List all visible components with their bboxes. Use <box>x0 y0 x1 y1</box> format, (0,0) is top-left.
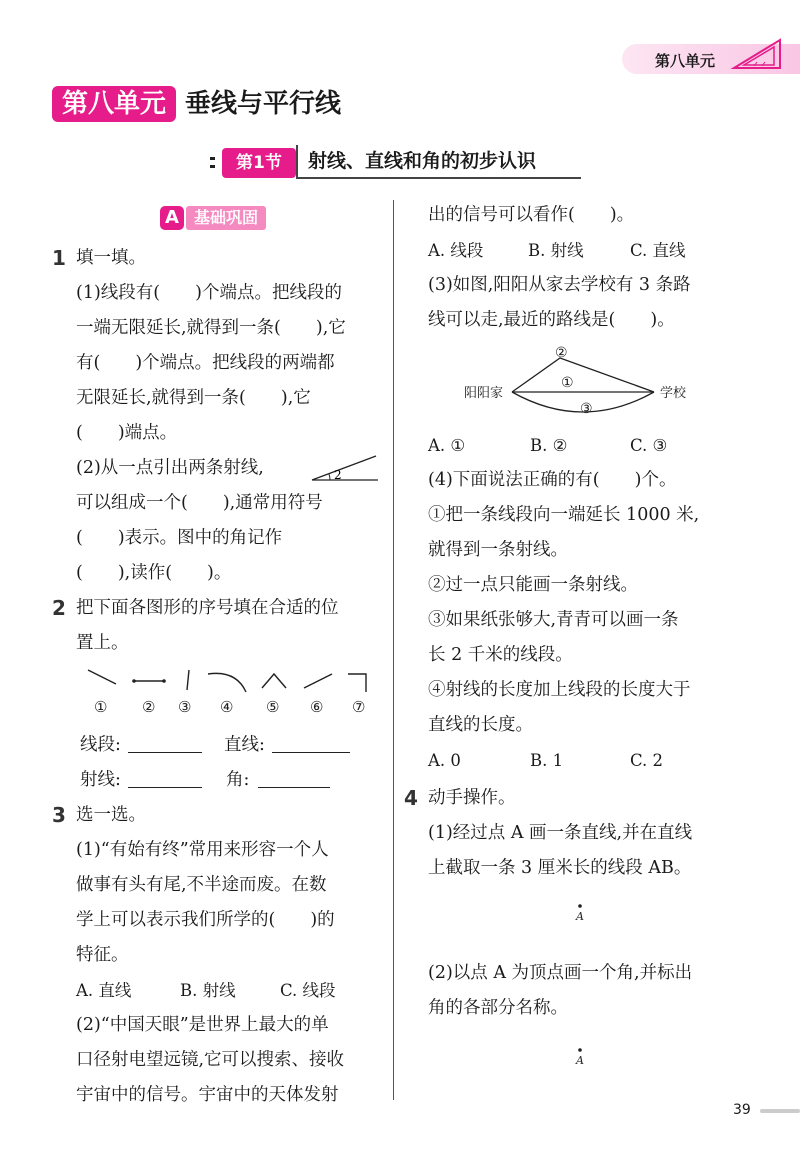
question-number: 2 <box>52 596 66 620</box>
figure-label: ④ <box>220 698 234 716</box>
route-school: 学校 <box>660 386 687 401</box>
question-text: 无限延长,就得到一条( ),它 <box>76 388 311 408</box>
question-text: 就得到一条射线。 <box>428 540 568 560</box>
answer-blank[interactable] <box>258 787 330 788</box>
question-text: ( )端点。 <box>76 423 178 443</box>
question-text: ③如果纸张够大,青青可以画一条 <box>428 610 679 630</box>
column-divider <box>393 200 394 1100</box>
question-text: 出的信号可以看作( )。 <box>428 205 635 225</box>
question-text: 口径射电望远镜,它可以搜索、接收 <box>76 1050 345 1070</box>
option[interactable]: C. 直线 <box>630 241 686 260</box>
question-text: 一端无限延长,就得到一条( ),它 <box>76 318 346 338</box>
triangle-ruler-icon <box>730 38 782 70</box>
blank-label: 角: <box>226 770 250 790</box>
question-text: ④射线的长度加上线段的长度大于 <box>428 680 691 700</box>
section-title: 射线、直线和角的初步认识 <box>296 145 581 179</box>
question-text: (1)“有始有终”常用来形容一个人 <box>76 840 329 860</box>
option[interactable]: A. ① <box>428 436 466 455</box>
question-text: 把下面各图形的序号填在合适的位 <box>76 598 339 618</box>
question-number: 3 <box>52 803 66 827</box>
figure-label: ① <box>94 698 108 716</box>
route-label: ③ <box>580 401 593 417</box>
route-figure <box>460 340 710 420</box>
part-a-letter: A <box>160 206 184 230</box>
question-text: (1)经过点 A 画一条直线,并在直线 <box>428 823 693 843</box>
figure-label: ③ <box>178 698 192 716</box>
option[interactable]: C. ③ <box>630 436 668 455</box>
point-label: A <box>576 910 584 923</box>
point-label: A <box>576 1054 584 1067</box>
question-text: ①把一条线段向一端延长 1000 米, <box>428 505 700 525</box>
question-text: (2)“中国天眼”是世界上最大的单 <box>76 1015 329 1035</box>
point-a-figure <box>572 1046 592 1068</box>
question-text: (2)从一点引出两条射线, <box>76 458 264 478</box>
section-marks <box>210 151 222 175</box>
question-text: 动手操作。 <box>428 788 516 808</box>
question-text: 上截取一条 3 厘米长的线段 AB。 <box>428 858 692 878</box>
unit-badge: 第八单元 <box>52 86 176 122</box>
question-text: 宇宙中的信号。宇宙中的天体发射 <box>76 1085 339 1105</box>
option[interactable]: B. 1 <box>530 751 564 770</box>
question-text: ( ),读作( )。 <box>76 563 232 583</box>
part-a-label: 基础巩固 <box>186 206 266 230</box>
unit-title: 垂线与平行线 <box>185 89 342 119</box>
question-number: 1 <box>52 246 66 270</box>
unit-tab-label: 第八单元 <box>655 52 716 70</box>
blank-label: 射线: <box>80 770 121 790</box>
blank-label: 直线: <box>224 735 265 755</box>
question-text: 角的各部分名称。 <box>428 998 568 1018</box>
question-text: 有( )个端点。把线段的两端都 <box>76 353 335 373</box>
question-text: 直线的长度。 <box>428 715 533 735</box>
option[interactable]: A. 直线 <box>76 981 132 1000</box>
section-badge: 第1节 <box>222 148 296 178</box>
question-text: (2)以点 A 为顶点画一个角,并标出 <box>428 963 693 983</box>
question-text: ( )表示。图中的角记作 <box>76 528 283 548</box>
angle-figure <box>300 452 382 486</box>
route-label: ② <box>555 345 568 361</box>
shapes-figure <box>76 664 386 724</box>
question-text: 特征。 <box>76 945 129 965</box>
question-text: 选一选。 <box>76 805 146 825</box>
question-number: 4 <box>404 786 418 810</box>
figure-label: ⑦ <box>352 698 366 716</box>
question-text: 长 2 千米的线段。 <box>428 645 573 665</box>
figure-label: ⑥ <box>310 698 324 716</box>
page-number: 39 <box>733 1102 751 1118</box>
figure-label: ② <box>142 698 156 716</box>
question-text: 线可以走,最近的路线是( )。 <box>428 310 675 330</box>
option[interactable]: C. 线段 <box>280 981 336 1000</box>
question-text: (4)下面说法正确的有( )个。 <box>428 470 677 490</box>
question-text: (1)线段有( )个端点。把线段的 <box>76 283 342 303</box>
answer-blank[interactable] <box>128 752 202 753</box>
question-text: (3)如图,阳阳从家去学校有 3 条路 <box>428 275 691 295</box>
blank-label: 线段: <box>80 735 121 755</box>
question-text: 填一填。 <box>76 248 146 268</box>
option[interactable]: C. 2 <box>630 751 664 770</box>
option[interactable]: B. ② <box>530 436 568 455</box>
page-bar <box>760 1109 800 1113</box>
question-text: 做事有头有尾,不半途而废。在数 <box>76 875 327 895</box>
route-home: 阳阳家 <box>464 386 504 401</box>
angle-label: 2 <box>334 468 342 482</box>
question-text: 可以组成一个( ),通常用符号 <box>76 493 323 513</box>
question-text: 学上可以表示我们所学的( )的 <box>76 910 335 930</box>
point-a-figure <box>572 902 592 924</box>
option[interactable]: A. 线段 <box>428 241 484 260</box>
option[interactable]: B. 射线 <box>528 241 584 260</box>
option[interactable]: A. 0 <box>428 751 461 770</box>
figure-label: ⑤ <box>266 698 280 716</box>
option[interactable]: B. 射线 <box>180 981 236 1000</box>
question-text: ②过一点只能画一条射线。 <box>428 575 638 595</box>
question-text: 置上。 <box>76 633 129 653</box>
route-label: ① <box>561 375 574 391</box>
answer-blank[interactable] <box>128 787 202 788</box>
answer-blank[interactable] <box>272 752 350 753</box>
